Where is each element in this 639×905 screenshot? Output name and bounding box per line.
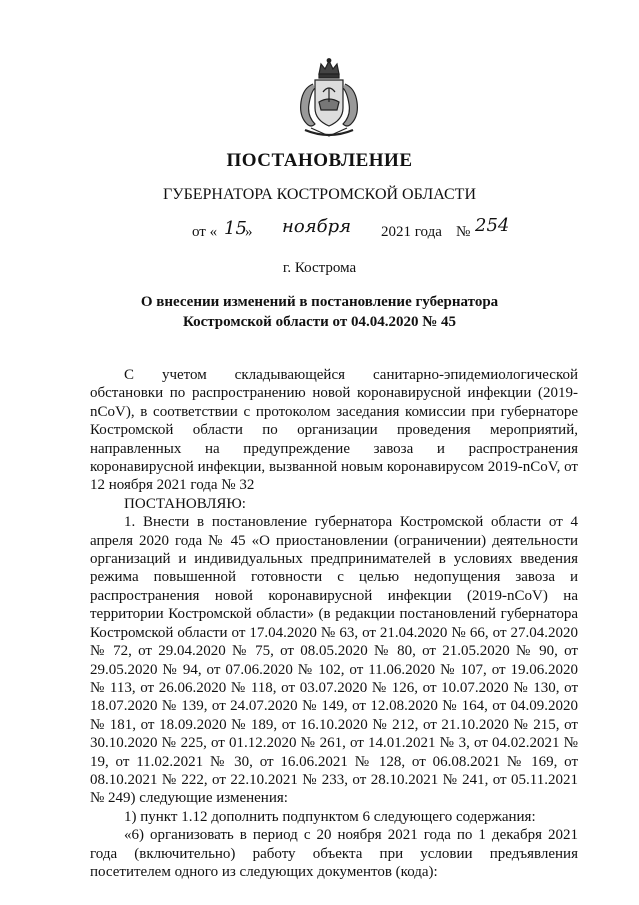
heading-line-2: Костромской области от 04.04.2020 № 45 xyxy=(182,314,457,330)
paragraph-subitem-1: 1) пункт 1.12 дополнить подпунктом 6 следующего содержания: xyxy=(124,808,536,825)
document-title: ПОСТАНОВЛЕНИЕ xyxy=(226,150,413,171)
document-subtitle: ГУБЕРНАТОРА КОСТРОМСКОЙ ОБЛАСТИ xyxy=(162,186,476,203)
heading-line-1: О внесении изменений в постановление губернатора xyxy=(140,294,499,310)
document-number: 254 xyxy=(475,215,510,236)
date-year: 2021 года xyxy=(381,224,442,240)
date-month: ноября xyxy=(282,216,352,237)
date-suffix: » xyxy=(245,224,253,240)
date-line xyxy=(0,215,639,244)
paragraph-quote-6: «6) организовать в период с 20 ноября 2021 года по 1 декабря 2021 года (включительно) работу объекта при условии предъявления посетителем одного из следующих документов (кода): xyxy=(90,827,578,880)
document-body xyxy=(90,366,578,881)
date-day: 15 xyxy=(224,218,247,239)
coat-of-arms-icon xyxy=(293,58,365,140)
document-heading xyxy=(0,292,639,332)
number-label: № xyxy=(456,224,471,240)
date-prefix: от « xyxy=(192,224,218,240)
paragraph-item-1: 1. Внести в постановление губернатора Костромской области от 4 апреля 2020 года № 45 «О приостановлении (ограничении) деятельности организаций и индивидуальных предпринимателей в условиях введения режима повышенной готовности с целью недопущения завоза и распространения новой коронавирусной инфекции (2019-nCoV) на территории Костромской области» (в редакции постановлений губернатора Костромской области от 17.04.2020 № 63, от 21.04.2020 № 66, от 27.04.2020 № 72, от 29.04.2020 № 75, от 08.05.2020 № 80, от 21.05.2020 № 90, от 29.05.2020 № 94, от 07.06.2020 № 102, от 11.06.2020 № 107, от 19.06.2020 № 113, от 26.06.2020 № 118, от 03.07.2020 № 126, от 10.07.2020 № 130, от 18.07.2020 № 139, от 24.07.2020 № 149, от 12.08.2020 № 164, от 04.09.2020 № 181, от 18.09.2020 № 189, от 16.10.2020 № 212, от 21.10.2020 № 215, от 30.10.2020 № 225, от 01.12.2020 № 261, от 14.01.2021 № 3, от 04.02.2021 № 19, от 11.02.2021 № 30, от 16.06.2021 № 128, от 06.08.2021 № 169, от 08.10.2021 № 222, от 22.10.2021 № 233, от 28.10.2021 № 241, от 05.11.2021 № 249) следующие изменения: xyxy=(90,514,578,807)
paragraph-decree: ПОСТАНОВЛЯЮ: xyxy=(124,495,246,512)
paragraph-preamble: С учетом складывающейся санитарно-эпидемиологической обстановки по распространению новой коронавирусной инфекции (2019-nCoV), в соответствии с протоколом заседания комиссии при губернаторе Костромской области по организации проведения мероприятий, направленных на предупреждение завоза и распространения коронавирусной инфекции, вызванной новым коронавирусом 2019-nCoV, от 12 ноября 2021 года № 32 xyxy=(90,367,578,494)
city: г. Кострома xyxy=(282,260,357,276)
